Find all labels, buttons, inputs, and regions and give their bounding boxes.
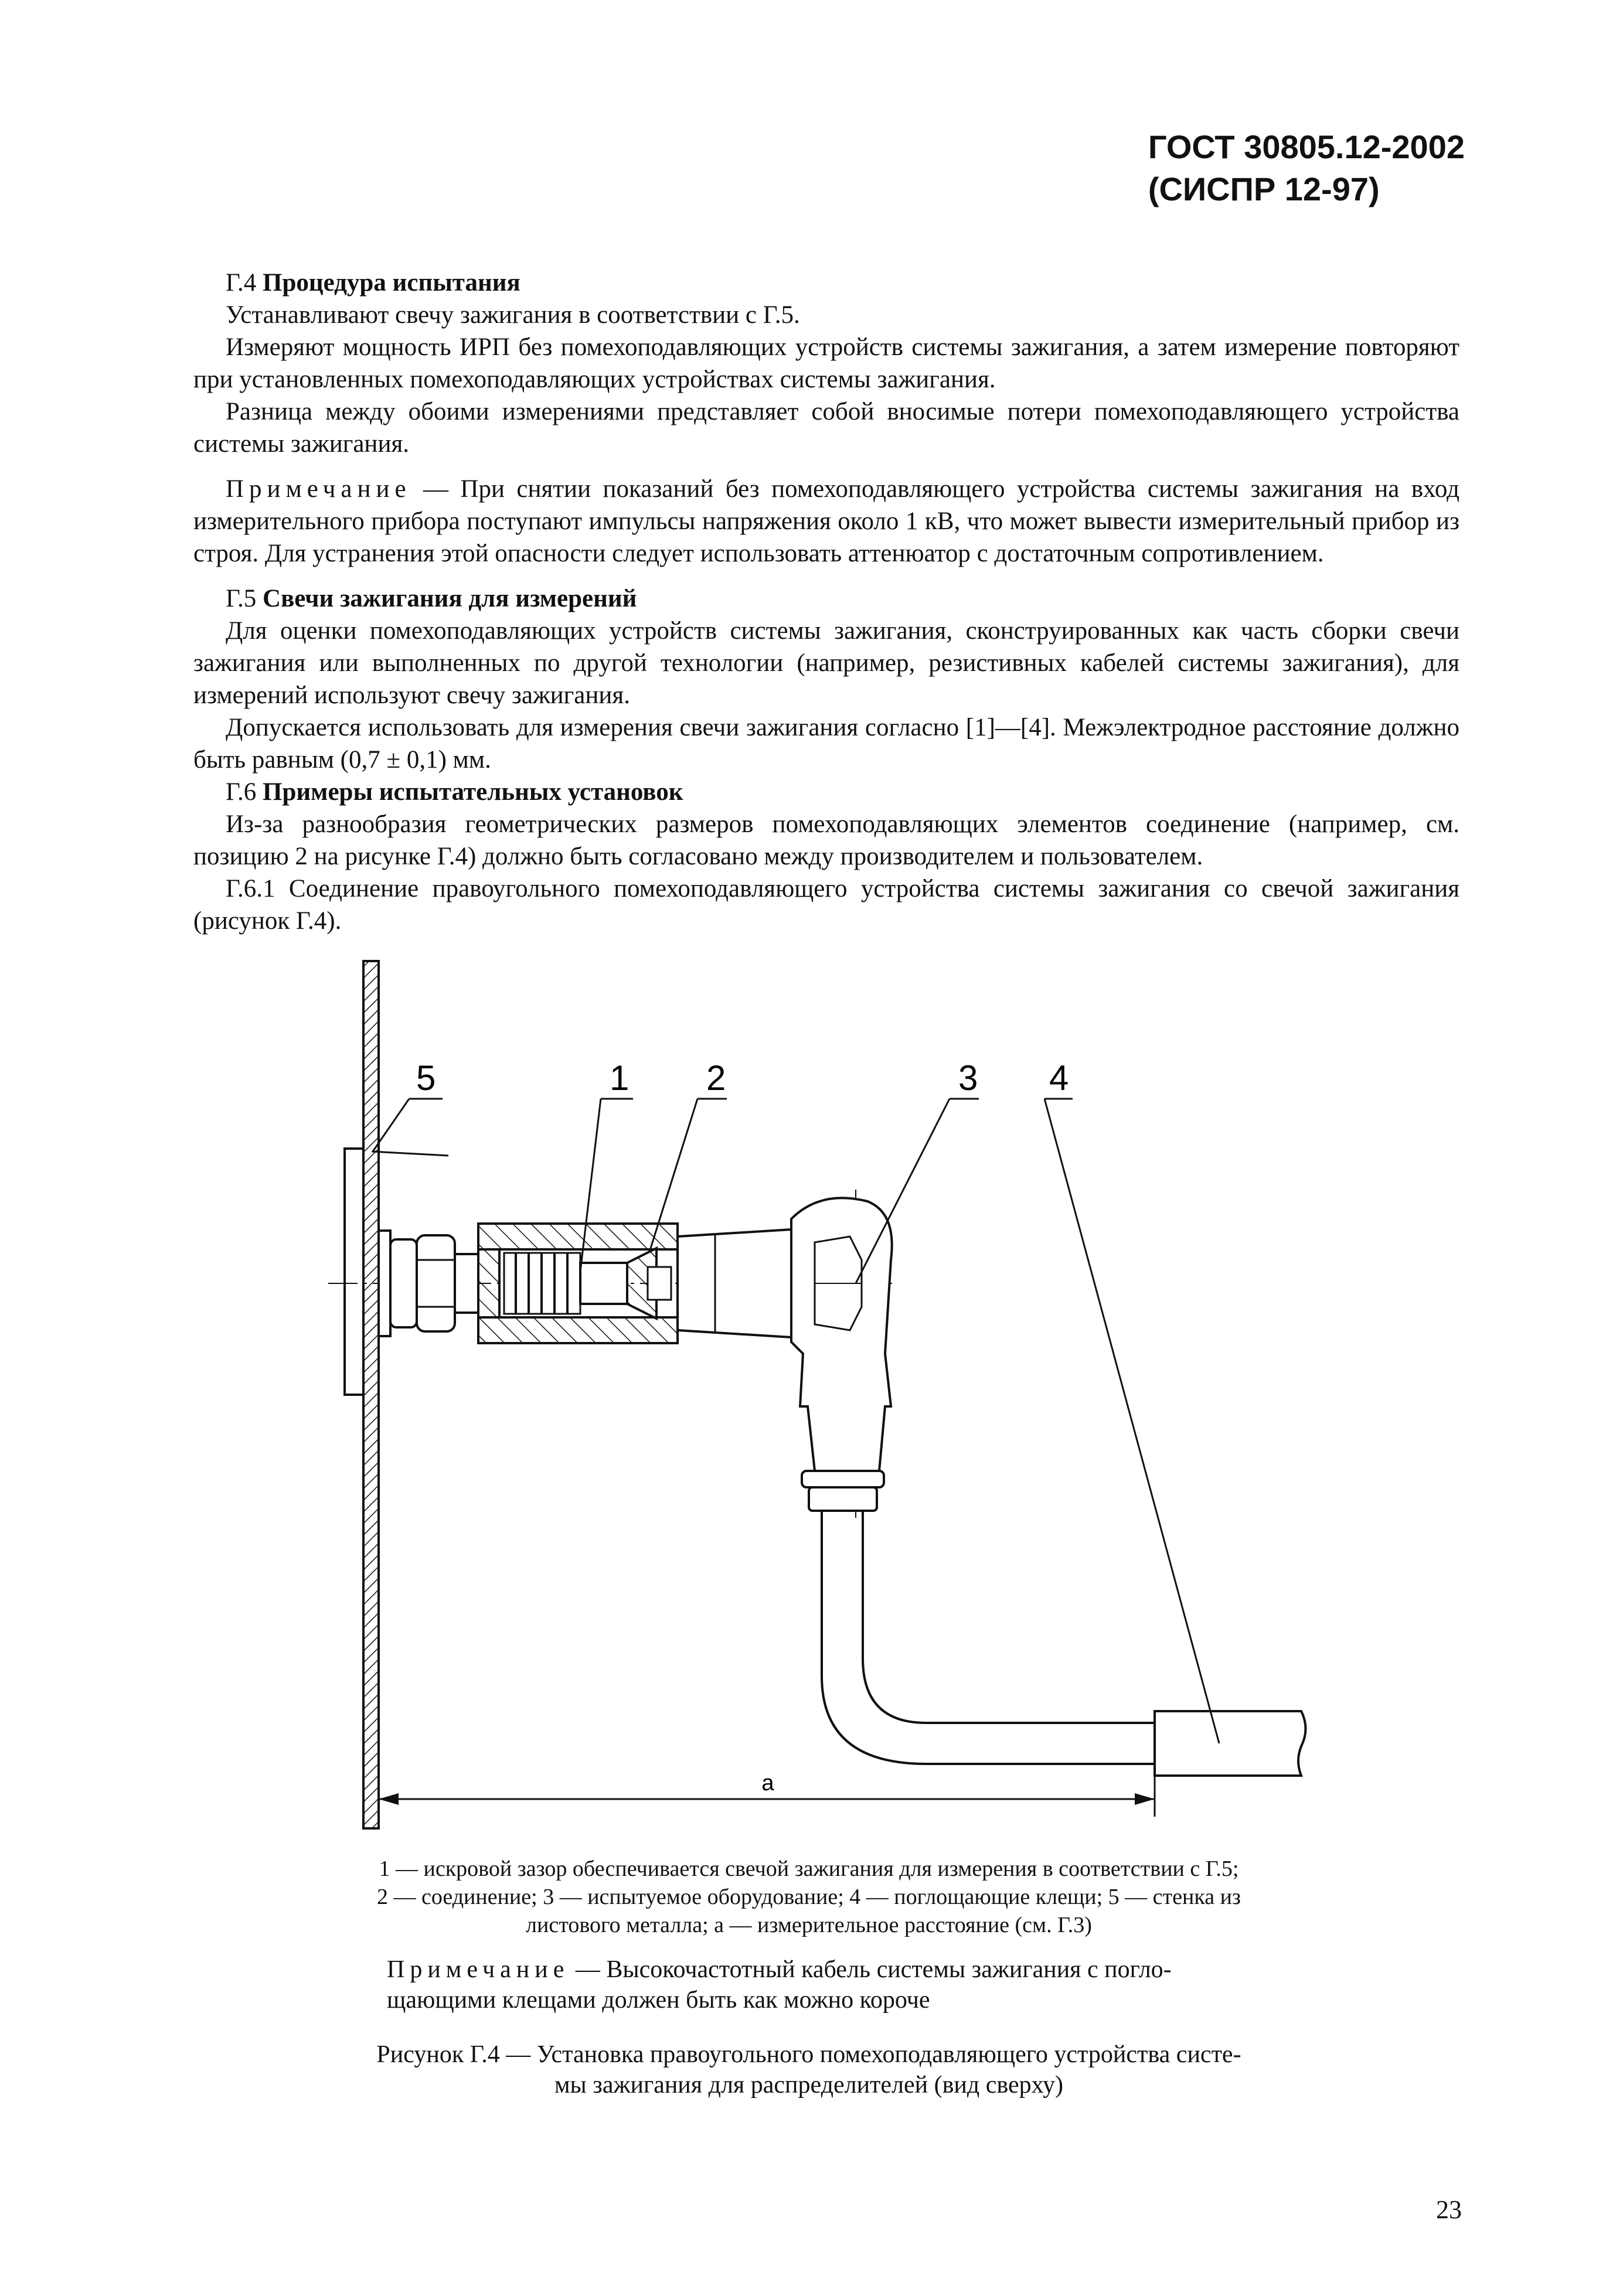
note-text: — Высокочастотный кабель системы зажигания с погло- xyxy=(569,1956,1172,1983)
section-number: Г.4 xyxy=(226,269,257,297)
dimension-label: a xyxy=(761,1771,774,1796)
note-text: — При снятии показаний без помехоподавляющего устройства системы зажигания на вход измерительного прибора поступают импульсы напряжения около 1 кВ, что может вывести измерительный прибор из строя. Для устранения этой опасности следует использовать аттенюатор с достаточным сопротивлением. xyxy=(193,475,1459,567)
paragraph: Из-за разнообразия геометрических размеров помехоподавляющих элементов соединение (например, см. позицию 2 на рисунке Г.4) должно быть согласовано между производителем и пользователем. xyxy=(193,810,1459,870)
metal-wall xyxy=(363,961,379,1828)
body-text xyxy=(193,267,1459,937)
legend-line: 1 — искровой зазор обеспечивается свечой зажигания для измерения в соответствии с Г.5; xyxy=(379,1856,1239,1881)
spark-plug-flange xyxy=(379,1231,390,1336)
spark-plug-hex xyxy=(390,1239,417,1327)
paragraph: Измеряют мощность ИРП без помехоподавляющих устройств системы зажигания, а затем измерение повторяют при установленных помехоподавляющих устройствах системы зажигания. xyxy=(193,333,1459,393)
spark-plug-nut xyxy=(417,1235,455,1331)
spark-plug-neck xyxy=(455,1254,478,1313)
connector-housing-top xyxy=(478,1224,678,1249)
legend-line: листового металла; а — измерительное расстояние (см. Г.3) xyxy=(526,1913,1092,1937)
note-paragraph xyxy=(193,473,1459,570)
section-title: Свечи зажигания для измерений xyxy=(263,585,637,612)
connector-boot xyxy=(678,1229,791,1337)
page-number: 23 xyxy=(1436,2195,1462,2224)
note-label: Примечание xyxy=(387,1956,570,1983)
section-g5-heading xyxy=(193,582,1459,615)
note-label: Примечание xyxy=(226,475,411,503)
wall-bracket xyxy=(345,1149,363,1395)
figure-note-line: щающими клещами должен быть как можно короче xyxy=(387,1987,930,2014)
figure-caption xyxy=(317,2039,1301,2100)
paragraph: Г.6.1 Соединение правоугольного помехоподавляющего устройства системы зажигания со свечой зажигания (рисунок Г.4). xyxy=(193,875,1459,935)
figure-note xyxy=(387,1954,1301,2015)
caption-line: мы зажигания для распределителей (вид сверху) xyxy=(554,2072,1064,2099)
paragraph: Для оценки помехоподавляющих устройств системы зажигания, сконструированных как часть сборки свечи зажигания или выполненных по другой технологии (например, резистивных кабелей системы зажигания), для измерений используют свечу зажигания. xyxy=(193,617,1459,709)
section-title: Примеры испытательных установок xyxy=(263,778,683,806)
caption-line: Рисунок Г.4 — Установка правоугольного помехоподавляющего устройства систе- xyxy=(376,2041,1241,2068)
section-number: Г.5 xyxy=(226,585,257,612)
technical-drawing xyxy=(305,943,1348,1840)
terminal-pin xyxy=(580,1263,627,1304)
standard-number: ГОСТ 30805.12-2002 xyxy=(1148,128,1465,165)
paragraph: Допускается использовать для измерения свечи зажигания согласно [1]—[4]. Межэлектродное расстояние должно быть равным (0,7 ± 0,1) мм. xyxy=(193,714,1459,774)
figure-g4 xyxy=(305,943,1348,1840)
document-header xyxy=(1148,126,1465,210)
ignition-cable xyxy=(822,1511,1155,1764)
section-g6-heading xyxy=(193,776,1459,808)
paragraph: Устанавливают свечу зажигания в соответствии с Г.5. xyxy=(226,301,800,329)
connector-housing-bottom xyxy=(478,1317,678,1343)
figure-legend xyxy=(305,1855,1313,1939)
section-g4-heading xyxy=(193,267,1459,299)
figure-note-line xyxy=(387,1954,1301,1985)
callout-2: 2 xyxy=(706,1058,726,1098)
callout-4: 4 xyxy=(1049,1058,1069,1098)
section-number: Г.6 xyxy=(226,778,257,806)
callout-5: 5 xyxy=(416,1058,436,1098)
absorbing-clamp xyxy=(1155,1711,1306,1776)
section-title: Процедура испытания xyxy=(263,269,520,297)
callout-3: 3 xyxy=(958,1058,978,1098)
standard-equivalent: (СИСПР 12-97) xyxy=(1148,171,1380,207)
connector-housing-left xyxy=(478,1249,499,1317)
legend-line: 2 — соединение; 3 — испытуемое оборудование; 4 — поглощающие клещи; 5 — стенка из xyxy=(377,1885,1241,1909)
paragraph: Разница между обоими измерениями представляет собой вносимые потери помехоподавляющего устройства системы зажигания. xyxy=(193,398,1459,458)
callout-1: 1 xyxy=(610,1058,630,1098)
